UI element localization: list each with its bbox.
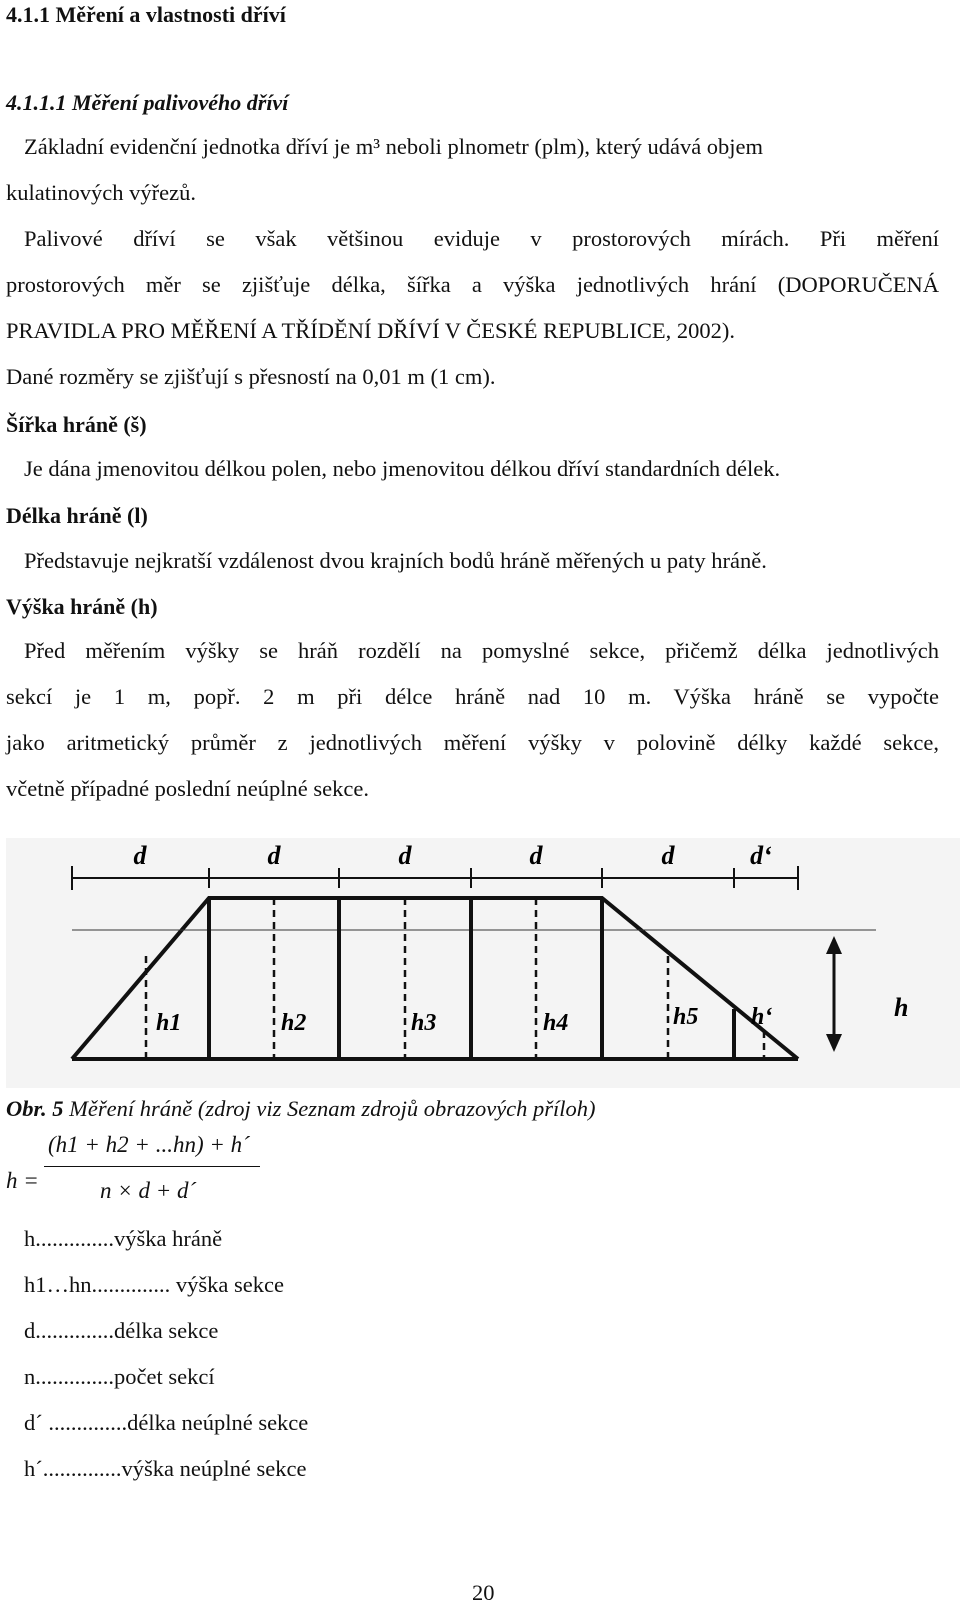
height-label-h1: h1 [156,1010,182,1036]
section-heading: 4.1.1 Měření a vlastnosti dříví [6,2,286,27]
height-label-h-prime: h‘ [751,1004,773,1030]
definition-text: Představuje nejkratší vzdálenost dvou krajních bodů hráně měřených u paty hráně. [24,548,767,573]
definition-term: Délka hráně (l) [6,503,148,528]
page-number: 20 [472,1580,495,1605]
formula-denominator: n × d + d´ [100,1178,197,1203]
diagram-background [6,838,960,1088]
legend-item: d´ ..............délka neúplné sekce [24,1410,309,1435]
formula-lhs: h = [6,1168,39,1193]
formula-numerator: (h1 + h2 + ...hn) + h´ [48,1132,250,1157]
height-label-h2: h2 [281,1010,307,1036]
legend-item: h..............výška hráně [24,1226,223,1251]
definition-term: Šířka hráně (š) [6,412,147,437]
caption-label: Obr. 5 [6,1096,64,1121]
intro-line: Dané rozměry se zjišťují s přesností na 0,01 m (1 cm). [6,364,496,389]
figure-caption [6,1096,596,1122]
height-paragraph-line: Před měřením výšky se hráň rozdělí na pomyslné sekce, přičemž délka jednotlivých [24,638,939,663]
height-label-h3: h3 [411,1010,437,1036]
section-label-d: d [398,841,412,870]
height-paragraph-line: včetně případné poslední neúplné sekce. [6,776,369,801]
intro-line: Základní evidenční jednotka dříví je m³ neboli plnometr (plm), který udává objem [24,134,764,159]
wood-stack-diagram [6,838,960,1088]
subsection-heading: 4.1.1.1 Měření palivového dříví [6,90,289,115]
caption-text: Měření hráně (zdroj viz Seznam zdrojů obrazových příloh) [69,1096,596,1121]
legend-item: d..............délka sekce [24,1318,219,1343]
section-label-d-prime: d‘ [750,841,772,870]
legend-item: h´..............výška neúplné sekce [24,1456,307,1481]
definition-text: Je dána jmenovitou délkou polen, nebo jmenovitou délkou dříví standardních délek. [24,456,781,481]
intro-line: kulatinových výřezů. [6,180,196,205]
section-label-d: d [529,841,543,870]
legend-item: h1…hn.............. výška sekce [24,1272,284,1297]
intro-line: PRAVIDLA PRO MĚŘENÍ A TŘÍDĚNÍ DŘÍVÍ V ČESKÉ REPUBLICE, 2002). [6,318,736,343]
intro-line: Palivové dříví se však většinou eviduje v prostorových mírách. Při měření [24,226,939,251]
legend-item: n..............počet sekcí [24,1364,215,1389]
height-label-h5: h5 [673,1004,699,1030]
section-label-d: d [661,841,675,870]
height-label-h4: h4 [543,1010,569,1036]
height-paragraph-line: jako aritmetický průměr z jednotlivých měření výšky v polovině délky každé sekce, [6,730,939,755]
section-label-d: d [133,841,147,870]
section-label-d: d [267,841,281,870]
fraction-bar [44,1166,260,1167]
total-height-label: h [894,993,909,1022]
intro-line: prostorových měr se zjišťuje délka, šířka a výška jednotlivých hrání (DOPORUČENÁ [6,272,939,297]
height-paragraph-line: sekcí je 1 m, popř. 2 m při délce hráně nad 10 m. Výška hráně se vypočte [6,684,939,709]
definition-term: Výška hráně (h) [6,594,158,619]
